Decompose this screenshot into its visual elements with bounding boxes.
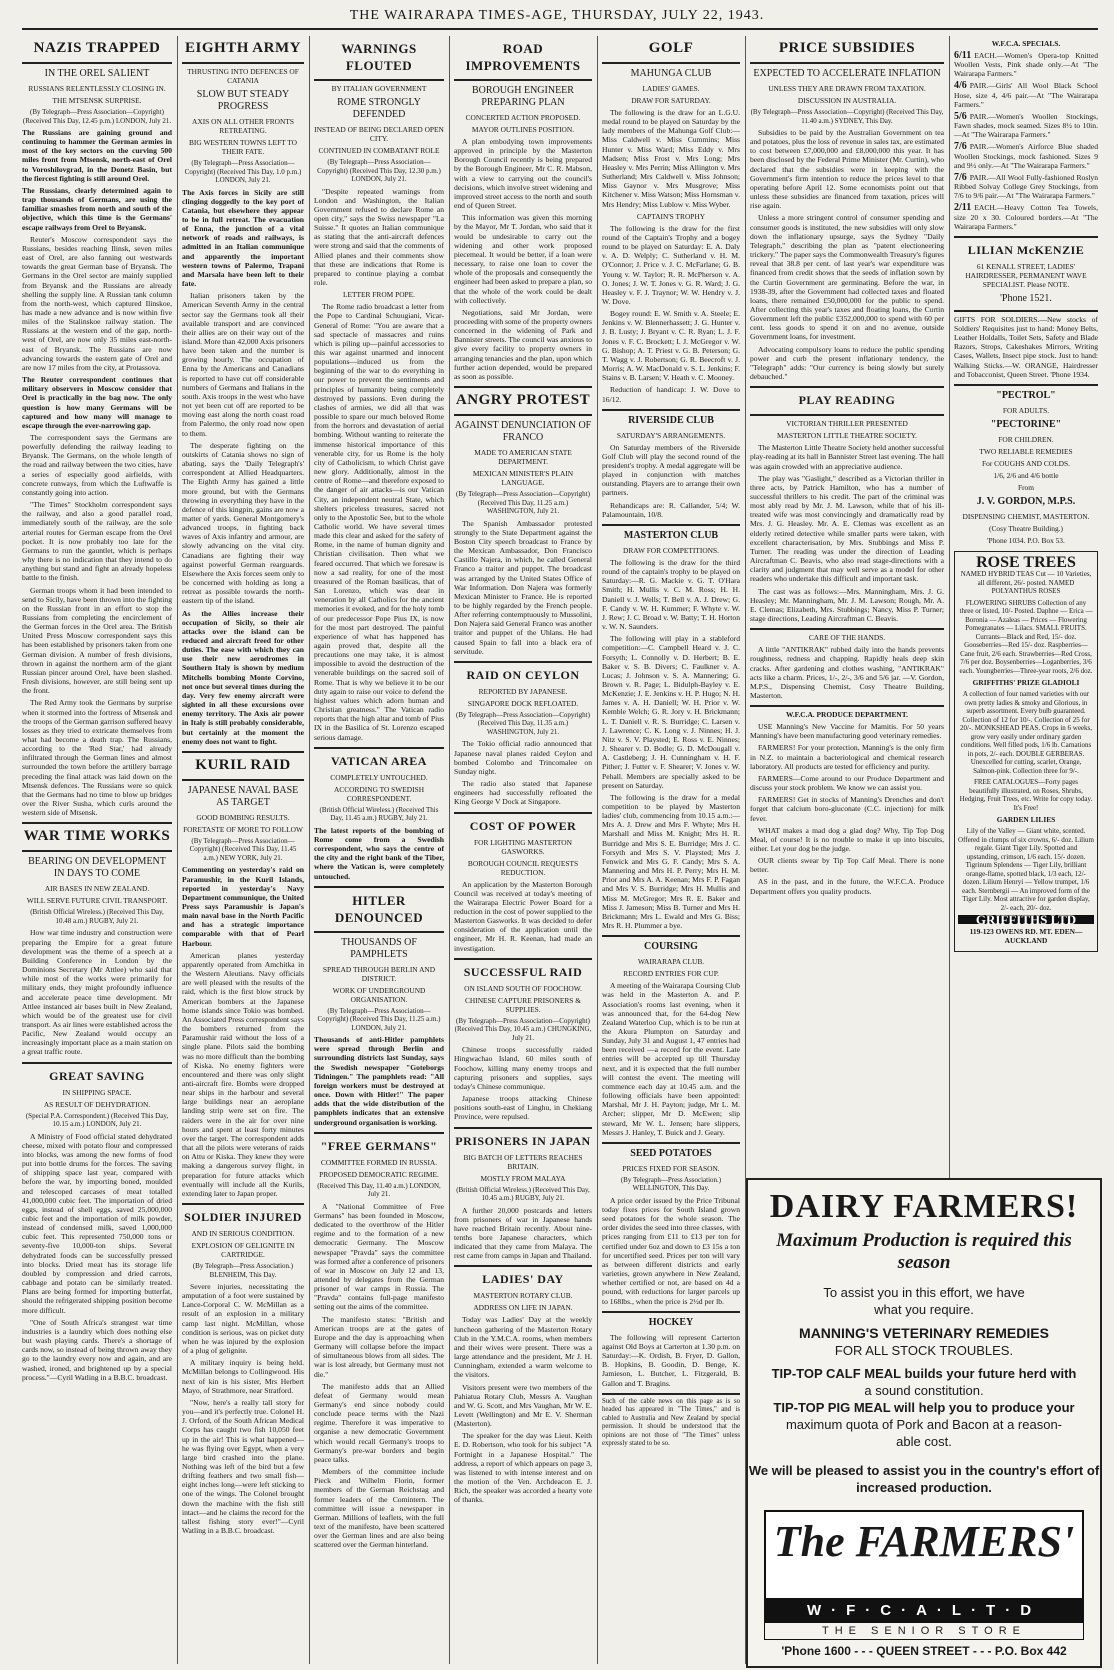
paragraph: The following will play in a stableford competition:—C. Campbell Heard v. J. C. Forsyth; L. Connolly v. D. Herbert; B. E. Baker v. S. B. Divers; C. Faulkner v. A. Lucas; J. Johnson v. S. A. Mannering; G. Brown v. R. Page; L. Bidulph-Bayley v. E. McKenzie; J. E. Jenkins v. H. P. Hugo; N. H. James v. A. H. Daniell; W. H. Prior v. W. Kemble Welch; G. R. Jory v. H. Brickmann; L. T. Daniell v. R. S. Burridge; C. Larsen v. J. Lawrence; C. K. Long v. J. Ninnes; H. J. Nitz v. S. V. Playsted; E. Ross v. E. Ninnes; J. Shearer v. D. Bodle; G. D. McDougall v. A. Castleberg; J. H. Cunningham v. H. F. Pither; J. Futter v. F. Shearer; V. Jones v. W. Pehall. Members are specially asked to be present on Saturday.: [602, 634, 740, 790]
paragraph: Subsidies to be paid by the Australian Government on tea and potatoes, plus the loss of revenue in sales tax, are estimated to cost between £7,000,000 and £8,000,000 this year. It has been disclosed by the Federal Prime Minister (Mr. Curtin), who declared that the subsidies were in keeping with the Government's firm intention to reduce the prices level to that operating before April 12. Some economists point out that unless these subsidies are financed from taxation, prices will rise again.: [750, 128, 944, 211]
headline-great-saving: GREAT SAVING: [49, 1068, 145, 1083]
column-4: [454, 36, 592, 1664]
column-7: [954, 36, 1098, 1172]
divider: [182, 779, 304, 781]
subhead: For COUGHS AND COLDS.: [982, 458, 1070, 468]
paragraph: The latest reports of the bombing of Rome come from a Swedish correspondent, who says the centre of the city and the right bank of the Tiber, where the Vatican is, were completely untouched.: [314, 825, 444, 881]
paragraph: The Russians are gaining ground and continuing to hammer the German armies in most of the key sectors on the curving 500 miles front from Mtsensk, north-east of Orel to Voroshilovgrad, in the Donetz Basin, but the fiercest fighting is still around Orel.: [22, 128, 172, 183]
subhead: CONCERTED ACTION PROPOSED.: [465, 113, 581, 122]
subhead: MAYOR OUTLINES POSITION.: [471, 125, 575, 134]
subhead: FOR LIGHTING MASTERTON GASWORKS.: [474, 837, 572, 856]
subhead: (Cosy Theatre Building.): [989, 523, 1063, 533]
subhead: WAIRARAPA CLUB.: [637, 957, 705, 967]
divider: [750, 386, 944, 388]
headline-warnings-flouted: WARNINGS FLOUTED: [341, 41, 417, 73]
paragraph: The radio also stated that Japanese engineers had successfully refloated the King George V Dock at Singapore.: [454, 779, 592, 807]
paragraph: Reduction of handicap: J. W. Dove to 16/12.: [602, 385, 740, 404]
divider: [314, 1132, 444, 1134]
logo-word: The FARMERS': [773, 1517, 1075, 1566]
paragraph: A "National Committee of Free Germans" has been founded in Moscow, dedicated to the overthrow of the Hitler regime and to the formation of a new democratic Germany. The Moscow newspaper "Pravda" says the committee was formed after a conference of prisoners of war in Moscow on July 12 and 13, attended by delegates from the German prisoner of war camps in Russia. The "Pravda" contains full-page manifesto setting out the aims of the committee.: [314, 1201, 444, 1312]
divider: [454, 386, 592, 388]
ad-text: FOR ALL STOCK TROUBLES.: [834, 1343, 1014, 1358]
headline-raid-on-ceylon: RAID ON CEYLON: [466, 667, 580, 682]
subhead: "PECTROL": [996, 389, 1056, 401]
subhead: GARDEN LILIES: [996, 815, 1056, 825]
subhead: BOROUGH COUNCIL REQUESTS REDUCTION.: [467, 858, 579, 877]
subhead: SATURDAY'S ARRANGEMENTS.: [616, 430, 726, 440]
special-item: [954, 173, 1098, 200]
paragraph: FARMERS! For your protection, Manning's is the only firm in N.Z. to maintain a bacteriological and chemical research laboratory. All products are tested for efficiency and purity.: [750, 743, 944, 771]
special-text: PAIR.—Women's Airforce Blue shaded Woollen Stockings, mock fashioned. Sizes 9 and 9½ only.—At "The Wairarapa Farmers.": [954, 142, 1098, 170]
paragraph: This information was given this morning by the Mayor, Mr T. Jordan, who said that it would be undesirable to carry out the widening and other work proposed piecemeal. It would be better, if a loan were necessary, to raise one loan to cover the whole of the proposals and consequently the engineer had been asked to prepare a plan, so that the whole of the work could be dealt with collectively.: [454, 213, 592, 305]
paragraph: NAMED HYBRID TEAS Cut — 10 Varieties, all different, 26/- posted. NAMED POLYANTHUS ROSES: [960, 570, 1092, 596]
divider: [182, 62, 304, 64]
subhead: IN THE OREL SALIENT: [44, 68, 150, 79]
divider: [750, 628, 944, 630]
subhead: RUSSIANS RELENTLESSLY CLOSING IN.: [28, 84, 166, 93]
paragraph: A Ministry of Food official stated dehydrated cheese, mixed with potato flour and compressed into blocks, was among the new forms of food put into bottle drums for the forces. The saving of shipping space last year, compared with before the war, by importing boned, moulded and telescoped carcases of meat totalled 41,000,000 cubic feet. The importation of dried eggs, instead of shell eggs, saved 25,000,000 cubic feet and the importation of milk powder, instead of condensed milk, saved 1,000,000 cubic feet. This represented 750,000 tons or seventy-five 10,000-ton ships. Several dehydrated foods can be successfully pressed into blocks. Dried meat has its storage life doubled by compression and dried carrots, cabbage and potato can be similarly treated. Plans are being formed for importing butterfat, should the refrigerated shipping position become more difficult.: [22, 1131, 172, 1315]
headline-angry-protest: ANGRY PROTEST: [455, 392, 591, 409]
headline-seed-potatoes: SEED POTATOES: [630, 1147, 712, 1159]
paragraph: FARMERS! Get in stocks of Manning's Drenches and don't forget that calcium boro-gluconate (C.C. injection) for milk fever.: [750, 795, 944, 823]
ad-text: able cost.: [896, 1434, 952, 1449]
headline-vatican-area: VATICAN AREA: [331, 753, 427, 768]
subhead: BEARING ON DEVELOPMENT IN DAYS TO COME: [28, 856, 166, 880]
paragraph: Commenting on yesterday's raid on Paramushir, in the Kuril Islands, reported in yesterday's Navy Department communique, the United Press says Paramushir is Japan's main naval base in the North Pacific and has a strategic importance comparable with that of Pearl Harbour.: [182, 865, 304, 948]
subhead: AIR BASES IN NEW ZEALAND.: [44, 884, 150, 894]
column-1: [22, 36, 172, 1664]
divider: [602, 409, 740, 411]
paragraph: A little "ANTIKRAK" rubbed daily into the hands prevents roughness, redness and chapping. Rapidly heals deep skin cracks. After gardening and clothes washing, "ANTIKRAK" acts like a charm. Prices, 1/-, 2/-, 3/6 and 5/6 jar. —V. Gordon, M.P.S., Dispensing Chemist, Cosy Theatre Building, Masterton.: [750, 645, 944, 700]
farmers-logo: [764, 1510, 1084, 1600]
dateline: (British Official Wireless.) (Received This Day, 11.45 a.m.) RUGBY, July 21.: [319, 805, 439, 823]
paragraph: "Despite repeated warnings from London and Washington, the Italian Government refused to declare Rome an open city," says the Swiss newspaper "La Suisse." It quotes an Italian communique as stating that the anti-aircraft defences were strong and said that the comments of Allied planes and their comments show that these are indications that Rome is prepared to continue playing a combat role.: [314, 186, 444, 288]
headline-free-germans: "FREE GERMANS": [320, 1138, 438, 1153]
dateline: (By Telegraph—Press Association—Copyright) (Received This Day, 11.25 a.m.) LONDON, July 21.: [317, 1006, 441, 1032]
subhead: DRAW FOR COMPETITIONS.: [623, 545, 719, 555]
paragraph: The following will represent Carterton against Old Boys at Carterton at 1.30 p.m. on Saturday:—K. Ordish, B. Fryer, D. Gallon, B. Hopkins, B. Goodin, D. Benge, K. Jamieson, L. Butcher, L. Fitzgerald, B. Gallon and T. Bragins.: [602, 1332, 740, 1388]
subhead: W.F.C.A. PRODUCE DEPARTMENT.: [786, 710, 908, 720]
paragraph: A plan embodying town improvements approved in principle by the Masterton Borough Council recently is being prepared by the Borough Engineer, Mr C. R. Mabson, with a view to carrying out the council's decisions, which involve street widening and improved street access to the north and south end of Queen Street.: [454, 137, 592, 211]
dateline: (By Telegraph—Press Association.) BLENHEIM, This Day.: [192, 1262, 294, 1279]
paragraph: As the Allies increase their occupation of Sicily, so their air attacks over the island can be reduced and aircraft freed for other duties. The ease with which they can use their new aerodromes in Southern Italy is shown by medium Mitchells bombing Monte Corvino, not once but several times during the day. Very few enemy aircraft were sighted in all these excursions over enemy territory. The Axis air power in Italy is still probably considerable, but certainly at the moment the enemy does not want to fight.: [182, 608, 304, 746]
subhead: BIG WESTERN TOWNS LEFT TO THEIR FATE.: [189, 138, 297, 156]
special-text: PAIR.—All Wool Fully-fashioned Roslyn Ribbed Solvay College Grey Stockings, from 7/6 to 9/6 pair.—At "The Wairarapa Farmers.": [954, 172, 1098, 201]
divider: [954, 384, 1098, 386]
subhead: GRIFFITHS' PRIZE GLADIOLI: [972, 678, 1080, 688]
headline-prisoners-in-japan: PRISONERS IN JAPAN: [455, 1133, 591, 1148]
divider: [22, 822, 172, 824]
paragraph: A meeting of the Wairarapa Coursing Club was held in the Masterton A. and P. Association's rooms last evening, when it was announced that, for the 64-dog New Zealand Waterloo Cup, which is to be run at the Akura Plumpton on Saturday and Sunday, July 31 and August 1, 47 entries had been received —a record for the event. Late entries will be accepted up till Thursday next, and it is expected that the full number will contest the event. The meeting will commence each day at 10.45 a.m. and the following officials have been appointed: Marshal, Mr J. H. Payton; judge, Mr L. M. Archer; slipper, Mr D. McEwen; slip steward, Mr W. L. Jensen; hare slippers, Messrs J. Hanley, T. Buick and J. Geary.: [602, 981, 740, 1137]
paragraph: Lily of the Valley — Giant white, scented. Offered in clumps of six crowns, 6/- doz. Lilium regale. Giant Tiger Lily. Spotted and upstanding, crimson, 1/6 each. 15/- dozen. Tigrinum Splendens — Tiger Lily, brilliant orange-flame, spotted black, 1/3 each, 12/- dozen. Lilium Henryi — Yellow trumpet, 1/6 each. Sternbergii — An improved form of the Tiger Lily. Most attractive for garden display, 2/- each, 20/- doz.: [958, 827, 1094, 912]
paragraph: German troops whom it had been intended to send to Sicily, have been thrown into the fighting on the Russian front in an effort to stop the Russians from completing the encirclement of the German forces in the Orel area. The British United Press Moscow correspondent says this has been established by prisoners taken from one German division. A number of fresh divisions, thrown in against the northern arm of the giant Russian pincer around Orel, have been slashed. Fresh divisions, however, are still being sent up the front.: [22, 585, 172, 696]
subhead: COMPLETELY UNTOUCHED.: [330, 772, 428, 782]
column-rule: [177, 36, 178, 1664]
paragraph: AS in the past, and in the future, the W.F.C.A. Produce Department offers you quality products.: [750, 877, 944, 896]
divider: [750, 62, 944, 64]
paragraph: USE Manning's New Vaccine for Mamitis. For 50 years Manning's have been manufacturing good veterinary remedies.: [750, 722, 944, 741]
subhead: MOSTLY FROM MALAYA: [480, 1173, 566, 1183]
paragraph: The Masterton Little Theatre Society held another successful play-reading at its hall in Bannister Street last evening. The hall was again crowded with an appreciative audience.: [750, 443, 944, 471]
headline-golf: GOLF: [648, 40, 694, 56]
divider: [454, 1127, 592, 1129]
subhead: COMMITTEE FORMED IN RUSSIA.: [320, 1157, 438, 1167]
column-6: [750, 36, 944, 1172]
subhead: PRICES FIXED FOR SEASON.: [622, 1163, 720, 1173]
divider: [750, 414, 944, 416]
paragraph: A collection of four named varieties with our own pretty ladies & smoky and Glorious, in superb assortment. Every bulb guaranteed. Collection of 12 for 10/-. Collection of 25 for 20/-. MONKSHEAD PEAS. Crops in 6 weeks, grow very easily under ordinary garden conditions. Well filled pods, 1/6 lb. Carnations in pots, 2/- each. DOUBLE GERBERAS. Unexcelled for cutting, scarlet, Orange, Salmon-pink. Collection three for 9/-.: [959, 690, 1093, 775]
paragraph: Advocating compulsory loans to reduce the public spending power and curb the present inflationary tendency, the "Telegraph" adds: "Our currency is being slowly but surely debauched.": [750, 344, 944, 382]
subhead: AGAINST DENUNCIATION OF FRANCO: [454, 420, 592, 444]
ad-text: increased production.: [856, 1480, 992, 1495]
divider: [602, 524, 740, 526]
column-5: [602, 36, 740, 1664]
divider: [454, 1265, 592, 1267]
divider: [602, 935, 740, 937]
divider: [314, 79, 444, 81]
paragraph: "Now, here's a really tall story for you—and it's perfectly true. Colonel H. J. Orford, of the South African Medical Corps has caught two fish 10,050 feet up in the air! This is what happened—he was flying over Egypt, when a very large bird crashed into the plane. Nothing was left of the bird but a few drifting feathers and two small fish—eight inches long—were left sticking to one of the wings. The Colonel brought down the machine with the fish still intact—and he claims the record for the tallest fishing story ever!"—Cyril Watling in a B.B.C. broadcast.: [182, 1397, 304, 1536]
dateline: (By Telegraph—Press Association—Copyright) (Received This Day, 12.30 p.m.) LONDON, July 21.: [317, 158, 441, 183]
paragraph: A further 20,000 postcards and letters from prisoners of war in Japanese hands have reached Britain recently. About nine-tenths bore Japanese characters, which indicated that they came from Malaya. The rest came from camps in Japan and Thailand.: [454, 1205, 592, 1261]
divider: [314, 931, 444, 933]
paragraph: Rehandicaps are: R. Callander, 5/4; W. Palamountain, 10/8.: [602, 500, 740, 519]
subhead: BIG BATCH OF LETTERS REACHES BRITAIN.: [463, 1152, 583, 1171]
headline-kuril-raid: KURIL RAID: [195, 756, 291, 773]
subhead: J. V. GORDON, M.P.S.: [976, 495, 1076, 507]
paragraph: GIFTS FOR SOLDIERS.—New stocks of Soldiers' Requisites just to hand: Money Belts, Leather Holdalls, Toilet Sets, Safety and Blade Razors, Strops, Cakeshakes Mirrors, Writing Cases, Wallets, Insect pipe stock. Just to hand: Walking Sticks.—W. ORANGE, Hairdresser and Tobacconist, Queen Street. 'Phone 1934.: [954, 314, 1098, 379]
dateline: (By Telegraph—Press Association—Copyright) (Received This Day, 10.45 a.m.) CHUNGKING, July 21.: [454, 1016, 592, 1042]
subhead: CAPTAIN'S TROPHY: [636, 211, 706, 221]
ad-footer: 'Phone 1600 - - - QUEEN STREET - - - P.O. Box 442: [781, 1644, 1067, 1658]
subhead: FORETASTE OF MORE TO FOLLOW: [183, 824, 303, 834]
subhead: TWO RELIABLE REMEDIES: [979, 446, 1073, 456]
paragraph: The Tokio official radio announced that Japanese naval planes raided Ceylon and bombed Colombo and Trincomalee on Sunday night.: [454, 739, 592, 776]
subhead: 61 KENALL STREET, LADIES' HAIRDRESSER, PERMANENT WAVE SPECIALIST. Please NOTE.: [965, 261, 1087, 289]
divider: [954, 310, 1098, 312]
subhead: BY ITALIAN GOVERNMENT: [331, 84, 427, 93]
ad-text: maximum quota of Pork and Bacon at a reason-: [785, 1417, 1063, 1432]
dateline: (By Telegraph—Press Association.) WELLINGTON, This Day.: [620, 1175, 722, 1193]
subhead: 'Phone 1034. P.O. Box 53.: [987, 535, 1065, 545]
divider: [602, 62, 740, 64]
dateline: (Received This Day, 11.40 a.m.) LONDON, July 21.: [317, 1181, 441, 1199]
subhead: FOR CHILDREN.: [998, 434, 1054, 444]
subhead: SLOW BUT STEADY PROGRESS: [196, 89, 290, 112]
paragraph: The following is the draw for an L.G.U. medal round to be played on Saturday by the lady members of the Mahunga Golf Club:—Miss Caldwell v. Miss Cummins; Miss Hunter v. Miss Ward; Miss Eddy v. Mrs Madsen; Miss Frost v. Mrs Long; Mrs Heasley v. Mrs Perrin; Miss Allington v. Mrs Sutherland; Mrs Caldwell v. Miss Johnson; Miss Gaynor v. Mrs Musgrove; Miss Kitchener v. Miss Watson; Miss Hornsman v. Mrs Hendry; Miss Lublow v. Miss Wyber.: [602, 108, 740, 209]
headline-cost-of-power: COST OF POWER: [469, 818, 577, 833]
subhead: CARE OF THE HANDS.: [808, 633, 886, 643]
dateline: (By Telegraph—Press Association—Copyright) (Received This Day, 11.25 a.m.) WASHINGTON, July 21.: [456, 490, 590, 516]
ad-text: We will be pleased to assist you in the country's effort of: [748, 1463, 1100, 1478]
paragraph: Italian prisoners taken by the American Seventh Army in the central sector say the Germans took all their available transport and are convinced their allies are on their way out of the island. More than 42,000 Axis prisoners have been taken and the number is growing hourly. The occupation of Enna by the Americans and Canadians is reported to have cut off considerable numbers of Germans and Italians in the south. Axis troops in the west who have not yet been cut off are reported to be moving east along the north coast road from Palermo, the only road now open to them.: [182, 291, 304, 438]
divider: [454, 661, 592, 663]
divider: [602, 1393, 740, 1395]
paragraph: The cast was as follows:—Mrs. Manningham, Mrs. J. G. Heasley; Mr. Manningham, Mr. J. M. Lawson; Rough, Mr. A. E. Clemas; Elizabeth, Mrs. Stubbings; Nancy, Miss P. Turner; stage directions, Leading Aircraftman C. Beavis.: [750, 586, 944, 624]
paragraph: "One of South Africa's strangest war time industries is a laundry which does nothing else but wash playing cards. There's a shortage of cards now, so instead of being thrown away they go to the laundry every now and again, and are washed, ironed, and brightened up by a special process."—Cyril Watling in a B.B.C. broadcast.: [22, 1317, 172, 1382]
paragraph: Members of the committee include Pieck and Wilhelm Florin, former members of the German Reichstag and former leaders of the Comintern. The committee will issue a newspaper in German. Millions of leaflets, with the full text of the manifesto, have been scattered over the German lines and are also being scattered over the German hinterland.: [314, 1467, 444, 1550]
ad-text: MANNING'S VETERINARY REMEDIES: [799, 1325, 1049, 1341]
subhead: "PECTORINE": [990, 418, 1062, 430]
paragraph: The Reuter correspondent continues that military observers in Moscow consider that Orel is practically in the bag now. The only question is how many Germans will be captured and how many will manage to escape through the ever-narrowing gap.: [22, 375, 172, 430]
subhead: VICTORIAN THRILLER PRESENTED: [786, 419, 908, 429]
divider: [182, 1203, 304, 1205]
subhead: ON ISLAND SOUTH OF FOOCHOW.: [464, 983, 582, 993]
paragraph: FLOWERING SHRUBS Collection of any three or listed, 10/- Posted. Daphne — Erica — Boronia — Azaleas — Prices — Flowering Pomegranates — Lilacs. SMALL FRUITS. Currants—Black and Red, 15/- doz. Gooseberries—Red 15/- doz. Raspberries—Cane fruit, 2/6 each. Strawberries—Red Cross, 7/6 per doz. Boysenberries—Loganberries, 3/6 each. Youngberries—Three-year roots, 2/6 doz.: [959, 598, 1093, 675]
subhead: 1/6, 2/6 and 4/6 bottle: [993, 470, 1059, 480]
subhead: CONTINUED IN COMBATANT ROLE: [318, 146, 440, 155]
subhead: MADE TO AMERICAN STATE DEPARTMENT.: [474, 448, 572, 467]
subhead: AXIS ON ALL OTHER FRONTS RETREATING.: [192, 117, 294, 135]
subhead: WILL SERVE FUTURE CIVIL TRANSPORT.: [26, 896, 168, 906]
subhead: WORK OF UNDERGROUND ORGANISATION.: [332, 985, 426, 1004]
ad-text: what you require.: [874, 1302, 974, 1317]
divider: [454, 414, 592, 416]
paragraph: "The Times" Stockholm correspondent says the railway, and also a good parallel road, immediately south of the railway, are the sole arterial routes for German escape from the Orel pocket. It is now probably too late for the Germans to run the gauntlet, which is perhaps why there is no indication that they intend to do anything but stand and fight an already hopeless battle to the finish.: [22, 500, 172, 583]
headline-riverside-club: RIVERSIDE CLUB: [628, 414, 714, 426]
subhead: From: [1017, 482, 1034, 492]
subhead: INSTEAD OF BEING DECLARED OPEN CITY.: [314, 125, 444, 143]
divider: [182, 751, 304, 753]
special-item: [954, 112, 1098, 139]
paragraph: Visitors present were two members of the Pahiatua Rotary Club, Messrs A. Vaughan and W. G. Scott, and Mrs Vaughan, Mr W. E. Levett (Wellington) and Mr E. V. Sherman (Masterton).: [454, 1382, 592, 1429]
divider: [22, 1062, 172, 1064]
paragraph: Negotiations, said Mr Jordan, were proceeding with some of the property owners concerned in the widening of Park and Bannister streets. The council was anxious to give every facility to property owners in arranging tenancies and the plan, upon which further action depended, would be prepared as soon as possible.: [454, 307, 592, 381]
subhead: ADDRESS ON LIFE IN JAPAN.: [473, 1303, 573, 1313]
special-text: PAIR.—Girls' All Wool Black School Hose, size 4, 4/6 pair.—At "The Wairarapa Farmers.": [954, 81, 1098, 109]
subhead: 'Phone 1521.: [1000, 292, 1052, 304]
paragraph: Unless a more stringent control of consumer spending and consumer goods is instituted, the new subsidies will only slow down the inflationary upsurge, says the Sydney "Daily Telegraph," describing the plan as "patent electioneering trickery." The paper says the Commonwealth Treasury's figures reveal that 38.8 per cent. of last year's war expenditure was financed from credit shows that the seeds of inflation sown by the Curtin Government are germinating. Before the war, in 1938-39, after the Government had collected taxes and floated loans, there remained £50,000,000 for the public to spend. After collecting this year's taxes and floating loans, the Curtin Government left the public £352,000,000 to spend with 60 per cent. less goods to spend it on and no avenue, outside Government loans, for investment.: [750, 213, 944, 342]
paragraph: The Axis forces in Sicily are still clinging doggedly to the key port of Catania, but elsewhere they appear to be in full retreat. The evacuation of Enna, the junction of a vital network of roads and railways, is admitted in an Italian communique and apparently the important western towns of Palermo, Trapani and Marsala have been left to their fate.: [182, 187, 304, 289]
paragraph: The Russians, clearly determined again to trap thousands of Germans, are using the familiar smashes from north and south of the objective, which this time is the Germans' escape railways from Orel to Bryansk.: [22, 185, 172, 232]
subhead: 119-123 OWENS RD. MT. EDEN—AUCKLAND: [969, 927, 1083, 946]
headline-hockey: HOCKEY: [648, 1316, 694, 1328]
special-item: [954, 203, 1098, 230]
special-item: [954, 142, 1098, 169]
paragraph: On Saturday members of the Riverside Golf Club will play the second round of the president's trophy. A medal aggregate will be played in conjunction with matches outstanding. Players are to arrange their own partners.: [602, 442, 740, 498]
headline-eighth-army: EIGHTH ARMY: [185, 40, 301, 56]
subhead: AND IN SERIOUS CONDITION.: [191, 1229, 295, 1238]
divider: [314, 886, 444, 888]
headline-lilian-mckenzie: LILIAN McKENZIE: [967, 242, 1085, 257]
subhead: CHINESE CAPTURE PRISONERS & SUPPLIES.: [464, 995, 581, 1014]
paragraph: The Spanish Ambassador protested strongly to the State Department against the Boston City speech broadcast to France by the Mexican Ambassador, Don Francisco Castillo Najera, in which, he called General Franco a traitor and puppet. The broadcast was arranged by the United States Office of War Information. Don Najera was formerly Mexican Minister to France. He is reported to be highly regarded by the French people. After referring contemptuously to Mussolini, Don Najera said General Franco was another traitor and puppet of the Uhlans. He had caused Spain to fall into a black era of servitude.: [454, 518, 592, 656]
special-price: 5/6: [954, 110, 967, 122]
paragraph: Thousands of anti-Hitler pamphlets were spread through Berlin and surrounding districts last Sunday, says the Swedish newspaper "Goteborgs Tidningen." The pamphlets read: "All foreign workers must be destroyed at once. Down with Hitler!" The paper adds that the wide distribution of the pamphlets indicates that an extensive underground organisation is working.: [314, 1035, 444, 1127]
subhead: UNLESS THEY ARE DRAWN FROM TAXATION.: [768, 84, 926, 93]
ad-text: TIP-TOP CALF MEAL builds your future herd with: [771, 1366, 1077, 1381]
subhead: LADIES' GAMES.: [642, 84, 700, 93]
ad-title: DAIRY FARMERS!: [769, 1188, 1079, 1225]
column-rule: [449, 36, 450, 1664]
dairy-farmers-ad: [746, 1178, 1102, 1668]
paragraph: The correspondent says the Germans are powerfully defending the railway leading to Bryansk. The Germans, on the whole length of the road and railway between the two cities, have a series of especially good airfields, with concrete runways, from which the Luftwaffe is constantly going into action.: [22, 433, 172, 497]
paragraph: Today was Ladies' Day at the weekly luncheon gathering of the Masterton Rotary Club in the Y.M.C.A. rooms, when members and their wives were present. There was a large attendance and the president, Mr J. H. Cunningham, extended a warm welcome to the visitors.: [454, 1315, 592, 1380]
special-text: EACH.—Women's Opera-top Knitted Woollen Vests, Pink shade only.—At "The Wairarapa Farmers.": [954, 51, 1098, 79]
divider: [602, 1311, 740, 1313]
headline-soldier-injured: SOLDIER INJURED: [184, 1210, 302, 1224]
paragraph: The following is the draw for the first round of the Captain's Trophy and a bogey round to be played on Saturday: E. A. Daly v. A. D. Welply; C. Sutherland v. H. M. O'Connor; J. Price v. J. C. McFarlane; G. B. Young v. W. Taylor; R. R. McPherson v. A. O. Jones; J. W. T. Jones v. G. R. Ward; J. G. Heasley v. F. J. Traynor; W. W. Hendry v. J. W. Dove.: [602, 223, 740, 306]
divider: [454, 812, 592, 814]
rose-trees-ad: [954, 551, 1098, 952]
paragraph: The Rome radio broadcast a letter from the Pope to Cardinal Schuugiani, Vicar-General of Rome: "You are aware that a sad spectacle of massacres and ruins which is piling up—painful accessories to this war against unarmed and innocent populations—induced us from the beginning of the war to do everything in our power to prevent the sentiments and principles of humanity being completely destroyed by passions. Even during the clashes of armies, we did all that was possible to spare our much beloved Rome from the horrors and devastation of aerial bombing. Without wanting to reiterate the immense historical importance of this venerable city, for us Rome is the holy city of Catholicism, to which Christ gave new glory. Additionally, almost in the centre of Rome—and therefore exposed to the danger of air attacks—is our Vatican City, an independent neutral State, which shelters priceless treasures, sacred not only to the Apostolic See, but to the whole Catholic world. We have several times made this clear and asked for the safety of Rome, in the name of human dignity and Christian civilisation. Then what we feared occurred. That which we foresaw is now a sad reality, for one of the most treasured of the Roman basilicas, that of San Lorenzo, which was dear in veneration by all Catholics for the ancient memories it evoked, and for the holy tomb of our predecessor Pope Pius IX, is now for the most part destroyed. The painful experience of what has happened has again proved that, despite all the precautions one may take, it is almost impossible to avoid the destruction of the venerable buildings on the sacred soil of Rome. That is why we believe it to be our duty again to raise our voice to defend the highest values which adorn human and Christian greatness." The Vatican radio reports that the high altar and tomb of Pius IX in the Basilica of St. Lorenzo escaped serious damage.: [314, 302, 444, 742]
headline-successful-raid: SUCCESSFUL RAID: [463, 964, 583, 979]
subhead: JAPANESE NAVAL BASE AS TARGET: [187, 784, 299, 808]
subhead: ACCORDING TO SWEDISH CORRESPONDENT.: [333, 784, 425, 803]
subhead: IN SHIPPING SPACE.: [62, 1087, 132, 1097]
subhead: DISCUSSION IN AUSTRALIA.: [797, 96, 897, 105]
divider: [22, 62, 172, 64]
paragraph: The following is the draw for a medal competition to be played by Masterton ladies' club, commencing from 10.15 a.m.:—Mrs A. J. Drew and Mrs F. Whyte; Mrs H. Marshall and Miss M. Knight; Mrs H. R. Burridge and Mrs S. E. Burridge; Mrs J. C. Forsyth and Mrs S. V. Playsted; Mrs J. Fenwick and Mrs G. F. Candy; Mrs S. A. Mannering and Mrs H. P. Perry; Mrs H. M. Prior and Mrs A. A. Keenan; Mrs F. P. Fagan and Mrs V. S. Burridge; Mrs H. Mullis and Miss M. McGregor; Mrs R. E. Baker and Miss J. Jameson; Miss B. Turner and Mrs H. Brickmann; Mrs L. Ewald and Mrs G. Biss; Mrs R. H. Plummer a bye.: [602, 792, 740, 931]
special-price: 7/6: [954, 141, 967, 153]
headline-masterton-club: MASTERTON CLUB: [623, 529, 719, 541]
ad-subtitle: Maximum Production is required this season: [776, 1230, 1072, 1273]
masthead-rule: [22, 28, 1098, 30]
subhead: REPORTED BY JAPANESE.: [478, 686, 568, 696]
subhead: DISPENSING CHEMIST, MASTERTON.: [962, 511, 1090, 521]
paragraph: Reuter's Moscow correspondent says the Russians, besides reaching Ilinsk, seven miles east of Orel, are also fanning out westwards towards the great German base of Bryansk. The Germans in the Orel sector are mainly supplied from Bryansk and the Russians are already shelling the supply line. A Russian tank column from the north-west, which captured Ilinskoe, has made a new advance and is now within five miles of the Stalinskoe railway station. The Russians at the western end of the gap, north-west of Orel, are now only 35 miles east-north-east of Bryansk. The Russians are now advancing towards the eastern gate of Orel and are now 17 miles from the city, at Protassova.: [22, 234, 172, 372]
logo-bar: W·F·C·A·L·T·D: [764, 1600, 1084, 1622]
subhead: ROME STRONGLY DEFENDED: [337, 97, 421, 120]
ad-text: To assist you in this effort, we have: [823, 1285, 1025, 1300]
paragraph: Bogey round: E. W. Smith v. A. Steele; E. Jenkins v. W. Blennerhassett; J. G. Hunter v. J. B. Lusty; J. Bryant v. C. R. Ryan; L. J. F. Jones v. F. C. Brockett; I. J. McGregor v. W. G. Bishop; A. T. Priest v. G. B. Peterson; G. T. Wagg v. J. Robertson; G. R. Beecroft v. J. Morris; A. W. MacDonald v. S. L. Jenkins; F. Stains v. B. Larsen; V. Heath v. C. Mooney.: [602, 309, 740, 383]
special-price: 4/6: [954, 80, 967, 92]
paragraph: OUR clients swear by Tip Top Calf Meal. There is none better.: [750, 856, 944, 875]
paragraph: American planes yesterday apparently operated from Amchitka in the Western Aleutians. Navy officials are well pleased with the results of the raid, which is the first blow struck by American bombers at the Japanese home islands since Tokio was bombed. An Associated Press correspondent says the bombers returned from the Paramushir raid without the loss of a single plane. Pilots said the bombing was no more difficult than the bombing of Kiska. No enemy fighters were encountered and there was only slight anti-aircraft fire. Bombs were dropped near ships in the harbour and several large buildings near an aeroplane landing strip were set on fire. The raiders were in the air for over nine hours and spent at least forty minutes over the target. The correspondent adds that all the pilots were veterans of raids on Attu or Kiska. They knew they were making a dangerous survey flight, in preparation for future attacks which eventually will include all the Kurils, extending later to Japan proper.: [182, 950, 304, 1198]
column-rule: [309, 36, 310, 1664]
divider: [954, 236, 1098, 238]
subhead: AS RESULT OF DEHYDRATION.: [43, 1099, 151, 1109]
dateline: (By Telegraph—Press Association—Copyright) (Received This Day, 11.35 a.m.) WASHINGTON, July 21.: [456, 710, 590, 736]
special-price: 7/6: [954, 171, 967, 183]
paragraph: An application by the Masterton Borough Council was received at today's meeting of the Wairarapa Electric Power Board for a reduction in the cost of power supplied to the Masterton Gasworks. It was decided to defer consideration of the application until the engineer, Mr H. R. Keenan, had made an investigation.: [454, 879, 592, 953]
divider: [750, 705, 944, 707]
paragraph: The desperate fighting on the outskirts of Catania shows no sign of abating, says the 'Daily Telegraph's' correspondent at Allied Headquarters. The Eighth Army has gained a little more ground, but with the Germans throwing in everything they have in the defence of this kingpin, gains are now a matter of yards. General Montgomery's advanced troops, in fighting back waves of Axis infantry and armour, are slowly advancing on the vital city. Canadians are fighting their way against powerful German rearguards. Elsewhere the Axis forces seem only to be concerned with holding as long a retreat as possible towards the north-eastern tip of the island.: [182, 440, 304, 606]
ad-text: a sound constitution.: [864, 1383, 984, 1398]
paragraph: FARMERS—Come around to our Produce Department and discuss your stock problem. We know we can assist you.: [750, 773, 944, 793]
subhead: EXPECTED TO ACCELERATE INFLATION: [753, 68, 941, 79]
headline-road-improvements: ROAD IMPROVEMENTS: [465, 41, 581, 73]
dateline: (British Official Wireless.) (Received This Day, 10.45 a.m.) RUGBY, July 21.: [456, 1185, 590, 1202]
subhead: MAHUNGA CLUB: [630, 68, 712, 79]
ad-title: ROSE TREES: [976, 553, 1076, 571]
headline-ladies-day: LADIES' DAY: [482, 1272, 564, 1287]
subhead: SINGAPORE DOCK REFLOATED.: [467, 698, 579, 708]
subhead: LETTER FROM POPE.: [342, 290, 416, 300]
headline-coursing: COURSING: [644, 941, 698, 953]
divider: [602, 1142, 740, 1144]
paragraph: A price order issued by the Price Tribunal today fixes prices for South Island grown seed potatoes for the whole season. The order divides the seed into three classes, with prices ranging from £11 to £13 per ton for certified under 6oz and down to £3 15s a ton for uncertified seed. Prices per ton will vary as between different districts and early varieties, grown anywhere in New Zealand, whether certified or not, are based on 4d a pound, with reductions for larger parcels up to 168lbs., when the price is 2½d per lb.: [602, 1195, 740, 1306]
divider: [454, 958, 592, 960]
subhead: RECORD ENTRIES FOR CUP.: [623, 969, 719, 979]
subhead: SPREAD THROUGH BERLIN AND DISTRICT.: [322, 964, 436, 983]
paragraph: The manifesto adds that an Allied defeat of Germany would mean Germany's end since nobody could conclude peace terms with the Nazi regime. Therefore it was imperative to organise a new democratic Government which would recall Germany's troops to Germany's pre-war borders and begin peace talks.: [314, 1381, 444, 1464]
logo-tagline: THE SENIOR STORE: [764, 1622, 1084, 1640]
subhead: MASTERTON ROTARY CLUB.: [473, 1291, 573, 1301]
special-text: EACH.—Heavy Cotton Tea Towels, size 20 x 30. Coloured borders.—At "The Wairarapa Farmers.": [954, 203, 1098, 231]
subhead: W.F.C.A. SPECIALS.: [991, 39, 1061, 48]
masthead: THE WAIRARAPA TIMES-AGE, THURSDAY, JULY 22, 1943.: [349, 8, 765, 23]
subhead: FOR ADULTS.: [1002, 405, 1050, 415]
paragraph: The following is the draw for the third round of the captain's trophy to be played on Saturday:—R. G. Mackie v. G. T. O'Hara Smith; H. Mullis v. C. M. Ross; H. H. Daniell v. J. Wells; T. Bell v. A. J. Drew; G. F. Candy v. W. H. Kummer; F. Whyte v. W. J. Rew; J. C. Broad v. W. Batty; T. H. Horton v. W. N. Saunders.: [602, 557, 740, 632]
paragraph: Severe injuries, necessitating the amputation of a foot were sustained by Lance-Corporal C. W. McMillan as a result of an explosion in a military camp last night. McMillan, whose condition is serious, was on picket duty when he was injured by the explosion of a plug of gelignite.: [182, 1282, 304, 1356]
paragraph: The speaker for the day was Lieut. Keith E. D. Robertson, who took for his subject "A Fortnight in a Japanese Hospital." The address, a report of which appears on page 3, was listened to with intense interest and on the motion of the Ven. Archdeacon E. J. Rich, the speaker was accorded a hearty vote of thanks.: [454, 1431, 592, 1505]
subhead: DRAW FOR SATURDAY.: [631, 96, 711, 105]
paragraph: Chinese troops successfully raided Hingwachao Island, 60 miles south of Foochow, killing many enemy troops and capturing prisoners and supplies, says today's Chinese communique.: [454, 1045, 592, 1091]
headline-hitler-denounced: HITLER DENOUNCED: [334, 892, 424, 925]
paragraph: The manifesto states: "British and American troops are at the gates of Europe and the day is approaching when Germany will collapse before the impact of simultaneous blows from all sides. The war is lost already, but Germany must not die.": [314, 1314, 444, 1379]
subhead: THOUSANDS OF PAMPHLETS: [341, 936, 417, 960]
paragraph: WHAT makes a mad dog a glad dog? Why, Tip Top Dog Meal, of course! It is no trouble to make it up into biscuits, either. Let your dog be the judge.: [750, 825, 944, 853]
dateline: (By Telegraph—Press Association—Copyright) (Received This Day, 12.45 p.m.) LONDON, July 21.: [22, 108, 172, 125]
dateline: (By Telegraph—Press Association—Copyright) (Received This Day, 11.40 a.m.) SYDNEY, This Day.: [750, 108, 944, 125]
paragraph: FREE CATALOGUES—Forty pages beautifully illustrated, on Roses, Shrubs, Hedging, Fruit Trees, etc. Write for copy today. It's Free!: [959, 778, 1093, 812]
copyright-note: Such of the cable news on this page as is so headed has appeared in "The Times," and is cabled to Australia and New Zealand by special permission. It should be understood that the opinions are not those of "The Times" unless expressly stated to be so.: [602, 1397, 740, 1448]
ad-title: GRIFFITHS LTD: [958, 915, 1094, 924]
subhead: THE MTSENSK SURPRISE.: [52, 96, 142, 105]
paragraph: The Red Army took the Germans by surprise when it stormed into the fortress of Mtsensk and the troops of the German garrison suffered heavy losses as they tried to extricate themselves from what had become a death trap. The Russians, according to the 'Red Star,' had already infiltrated through the German lines and almost surrounded the town before the artillery barrage preceding the final attack was laid down on the Mtsensk defences. The Russians were so quick that the Germans had no time to blow up bridges over the River Susha, which curls around the western side of Mtsensk.: [22, 698, 172, 818]
divider: [314, 747, 444, 749]
headline-war-time-works: WAR TIME WORKS: [23, 828, 171, 845]
special-item: [954, 51, 1098, 78]
paragraph: How war time industry and construction were preparing the Empire for a great future development was the theme of a speech at a Building Conference in London by the Dominions Secretary (Mr Attlee) who said that while most of the works were primarily for military ends, they might profoundly influence and accelerate peace time development. Mr Attlee instanced air bases built in New Zealand, which would be of the greatest use for civil transport. As air lines were established across the Pacific, New Zealand would occupy an increasingly important place as a main station on a great traffic route.: [22, 928, 172, 1057]
subhead: MEXICAN MINISTER'S PLAIN LANGUAGE.: [472, 469, 574, 488]
dateline: (By Telegraph—Press Association—Copyright) (Received This Day, 1.0 p.m.) LONDON, July 21.: [184, 159, 302, 184]
column-2: [182, 36, 304, 1664]
special-price: 2/11: [954, 202, 972, 214]
subhead: MASTERTON LITTLE THEATRE SOCIETY.: [777, 431, 917, 441]
headline-price-subsidies: PRICE SUBSIDIES: [778, 40, 916, 56]
special-text: PAIR.—Women's Woollen Stockings, Fawn shades, mock seamed. Sizes 8½ to 10in.—At "The Wairarapa Farmers.": [954, 111, 1098, 140]
ad-text: TIP-TOP PIG MEAL will help you to produce your: [773, 1400, 1075, 1415]
paragraph: The play was "Gaslight," described as a Victorian thriller in three acts, by Patrick Hamilton, who has a number of successful thrillers to his credit. The part of the criminal was most ably read by Mr. J. M. Lawson, while that of his ill-treated wife was most convincingly and dramatically read by Mrs. J. G. Heasley. Mr. A. E. Clemas was excellent as an elderly retired detective while smaller parts were taken, with excellent characterisation, by Mrs. Stubbings and Miss P. Turner. The reading was under the direction of Leading Aircraftman C. Beavis, who also read stage-directions with a clarity and judgment that may well serve as a model for other readers who undertake this difficult and important task.: [750, 473, 944, 584]
dateline: (British Official Wireless.) (Received This Day, 10.48 a.m.) RUGBY, July 21.: [30, 908, 164, 925]
subhead: BOROUGH ENGINEER PREPARING PLAN: [472, 85, 574, 108]
subhead: THRUSTING INTO DEFENCES OF CATANIA: [187, 67, 299, 85]
paragraph: A military inquiry is being held. McMillan belongs to Collingwood. His next of kin is his sister, Mrs Herbert Mayo, of Strathmore, near Stratford.: [182, 1358, 304, 1395]
subhead: EXPLOSION OF GELIGNITE IN CARTRIDGE.: [191, 1241, 295, 1259]
column-rule: [597, 36, 598, 1664]
specials-list: [954, 51, 1098, 231]
headline-nazis-trapped: NAZIS TRAPPED: [33, 40, 161, 56]
headline-play-reading: PLAY READING: [798, 393, 896, 408]
dateline: (By Telegraph—Press Association—Copyright) (Received This Day, 11.45 a.m.) NEW YORK, July 21.: [189, 836, 297, 862]
special-item: [954, 81, 1098, 108]
subhead: PROPOSED DEMOCRATIC REGIME.: [319, 1169, 439, 1179]
special-price: 6/11: [954, 50, 972, 61]
paragraph: Japanese troops attacking Chinese positions south-east of Linghu, in Chekiang Province, were repulsed.: [454, 1094, 592, 1122]
divider: [22, 850, 172, 852]
column-3: [314, 36, 444, 1664]
subhead: GOOD BOMBING RESULTS.: [196, 812, 290, 822]
divider: [454, 79, 592, 81]
dateline: (Special P.A. Correspondent.) (Received This Day, 10.15 a.m.) LONDON, July 21.: [25, 1111, 169, 1129]
